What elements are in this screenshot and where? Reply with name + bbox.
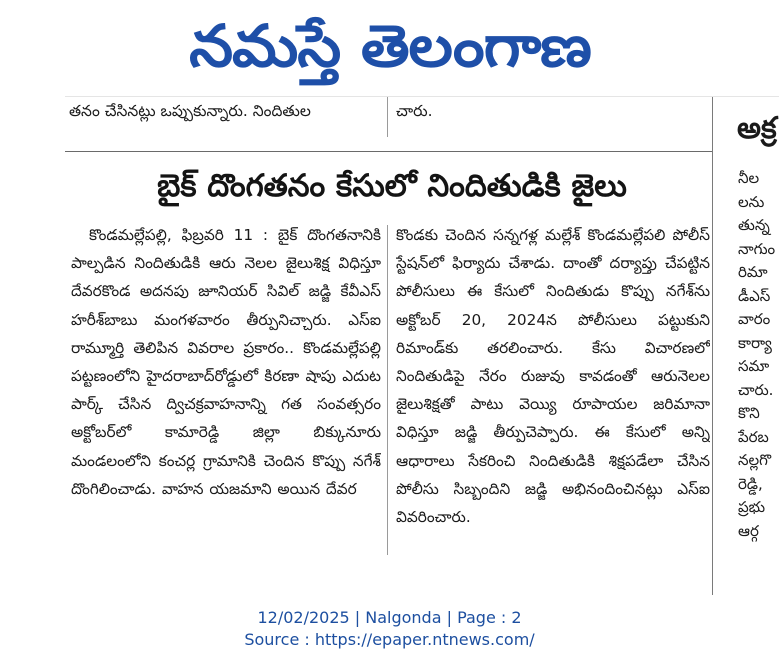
side-article-line: చారు.	[738, 380, 774, 399]
masthead	[0, 0, 779, 92]
previous-article-text-left: తనం చేసినట్లు ఒప్పుకున్నారు. నిందితుల	[69, 102, 311, 120]
source-link[interactable]: Source : https://epaper.ntnews.com/	[244, 630, 535, 649]
article-headline: బైక్ దొంగతనం కేసులో నిందితుడికి జైలు	[157, 167, 627, 204]
column-divider-top	[387, 97, 388, 137]
side-article-line: నాగుం	[738, 239, 776, 258]
side-article-line: కార్యా	[738, 333, 772, 352]
section-divider	[712, 97, 713, 595]
page-footer	[0, 600, 779, 670]
side-article-headline: అక్ర	[737, 111, 777, 146]
previous-article-text-right: చారు.	[396, 102, 433, 120]
article-column-left	[71, 221, 381, 557]
side-article-line: కొని	[738, 404, 760, 422]
article-separator	[65, 151, 713, 152]
edition-info: 12/02/2025 | Nalgonda | Page : 2	[257, 608, 522, 627]
article-body-left: కొండమల్లేపల్లి, ఫిబ్రవరి 11 : బైక్ దొంగతనానికి పాల్పడిన నిందితుడికి ఆరు నెలల జైలుశిక్ష విధిస్తూ దేవరకొండ అదనపు జూనియర్ సివిల్ జడ్జి కేవీఎస్ హరీశ్‌బాబు మంగళవారం తీర్పునిచ్చారు. ఎస్ఐ రామ్మూర్తి తెలిపిన వివరాల ప్రకారం.. కొండమల్లేపల్లి పట్టణంలోని హైదరాబాద్‌రోడ్డులో కిరణా షాపు ఎదుట పార్క్ చేసిన ద్విచక్రవాహనాన్ని గత సంవత్సరం అక్టోబర్‌లో కామారెడ్డి జిల్లా బిక్కునూరు మండలంలోని కంచర్ల గ్రామానికి చెందిన కొప్పు నగేశ్ దొంగిలించాడు. వాహన యజమాని అయిన దేవర	[71, 226, 381, 498]
column-divider	[387, 225, 388, 555]
side-article-line: ప్రభు	[738, 498, 766, 516]
side-article-line: తున్న	[738, 216, 770, 234]
side-article-line: ఆర్గ	[738, 521, 759, 540]
side-article-line: సమా	[738, 357, 770, 375]
side-article-line: డీఎస్	[738, 286, 771, 305]
newspaper-logo: నమస్తే తెలంగాణ	[188, 12, 591, 80]
side-article-line: నీల	[738, 169, 760, 187]
side-article-line: రెడ్డి,	[738, 474, 763, 493]
side-article-column	[738, 167, 779, 543]
side-article-line: వారం	[738, 310, 771, 328]
article-body-right: కొండకు చెందిన సన్నగళ్ల మల్లేశ్ కొండమల్లేపలి పోలీస్ స్టేషన్‌లో ఫిర్యాదు చేశాడు. దాంతో దర్యాప్తు చేపట్టిన పోలీసులు ఈ కేసులో నిందితుడు కొప్పు నగేశ్‌ను అక్టోబర్ 20, 2024న పోలీసులు పట్టుకుని రిమాండ్‌కు తరలించారు. కేసు విచారణలో నిందితుడిపై నేరం రుజువు కావడంతో ఆరునెలల జైలుశిక్షతో పాటు వెయ్యి రూపాయల జరిమానా విధిస్తూ జడ్జి తీర్పుచెప్పారు. ఈ కేసులో అన్ని ఆధారాలు సేకరించి నిందితుడికి శిక్షపడేలా చేసిన పోలీసు సిబ్బందిని జడ్జి అభినందించినట్లు ఎస్ఐ వివరించారు.	[396, 226, 710, 527]
newspaper-clipping	[65, 96, 779, 595]
article-column-right	[396, 221, 710, 557]
side-article-line: రిమా	[738, 263, 768, 281]
side-article-line: లను	[738, 192, 765, 211]
side-article-line: నల్లగొ	[738, 451, 772, 469]
side-article-line: పేరబ	[738, 427, 769, 446]
